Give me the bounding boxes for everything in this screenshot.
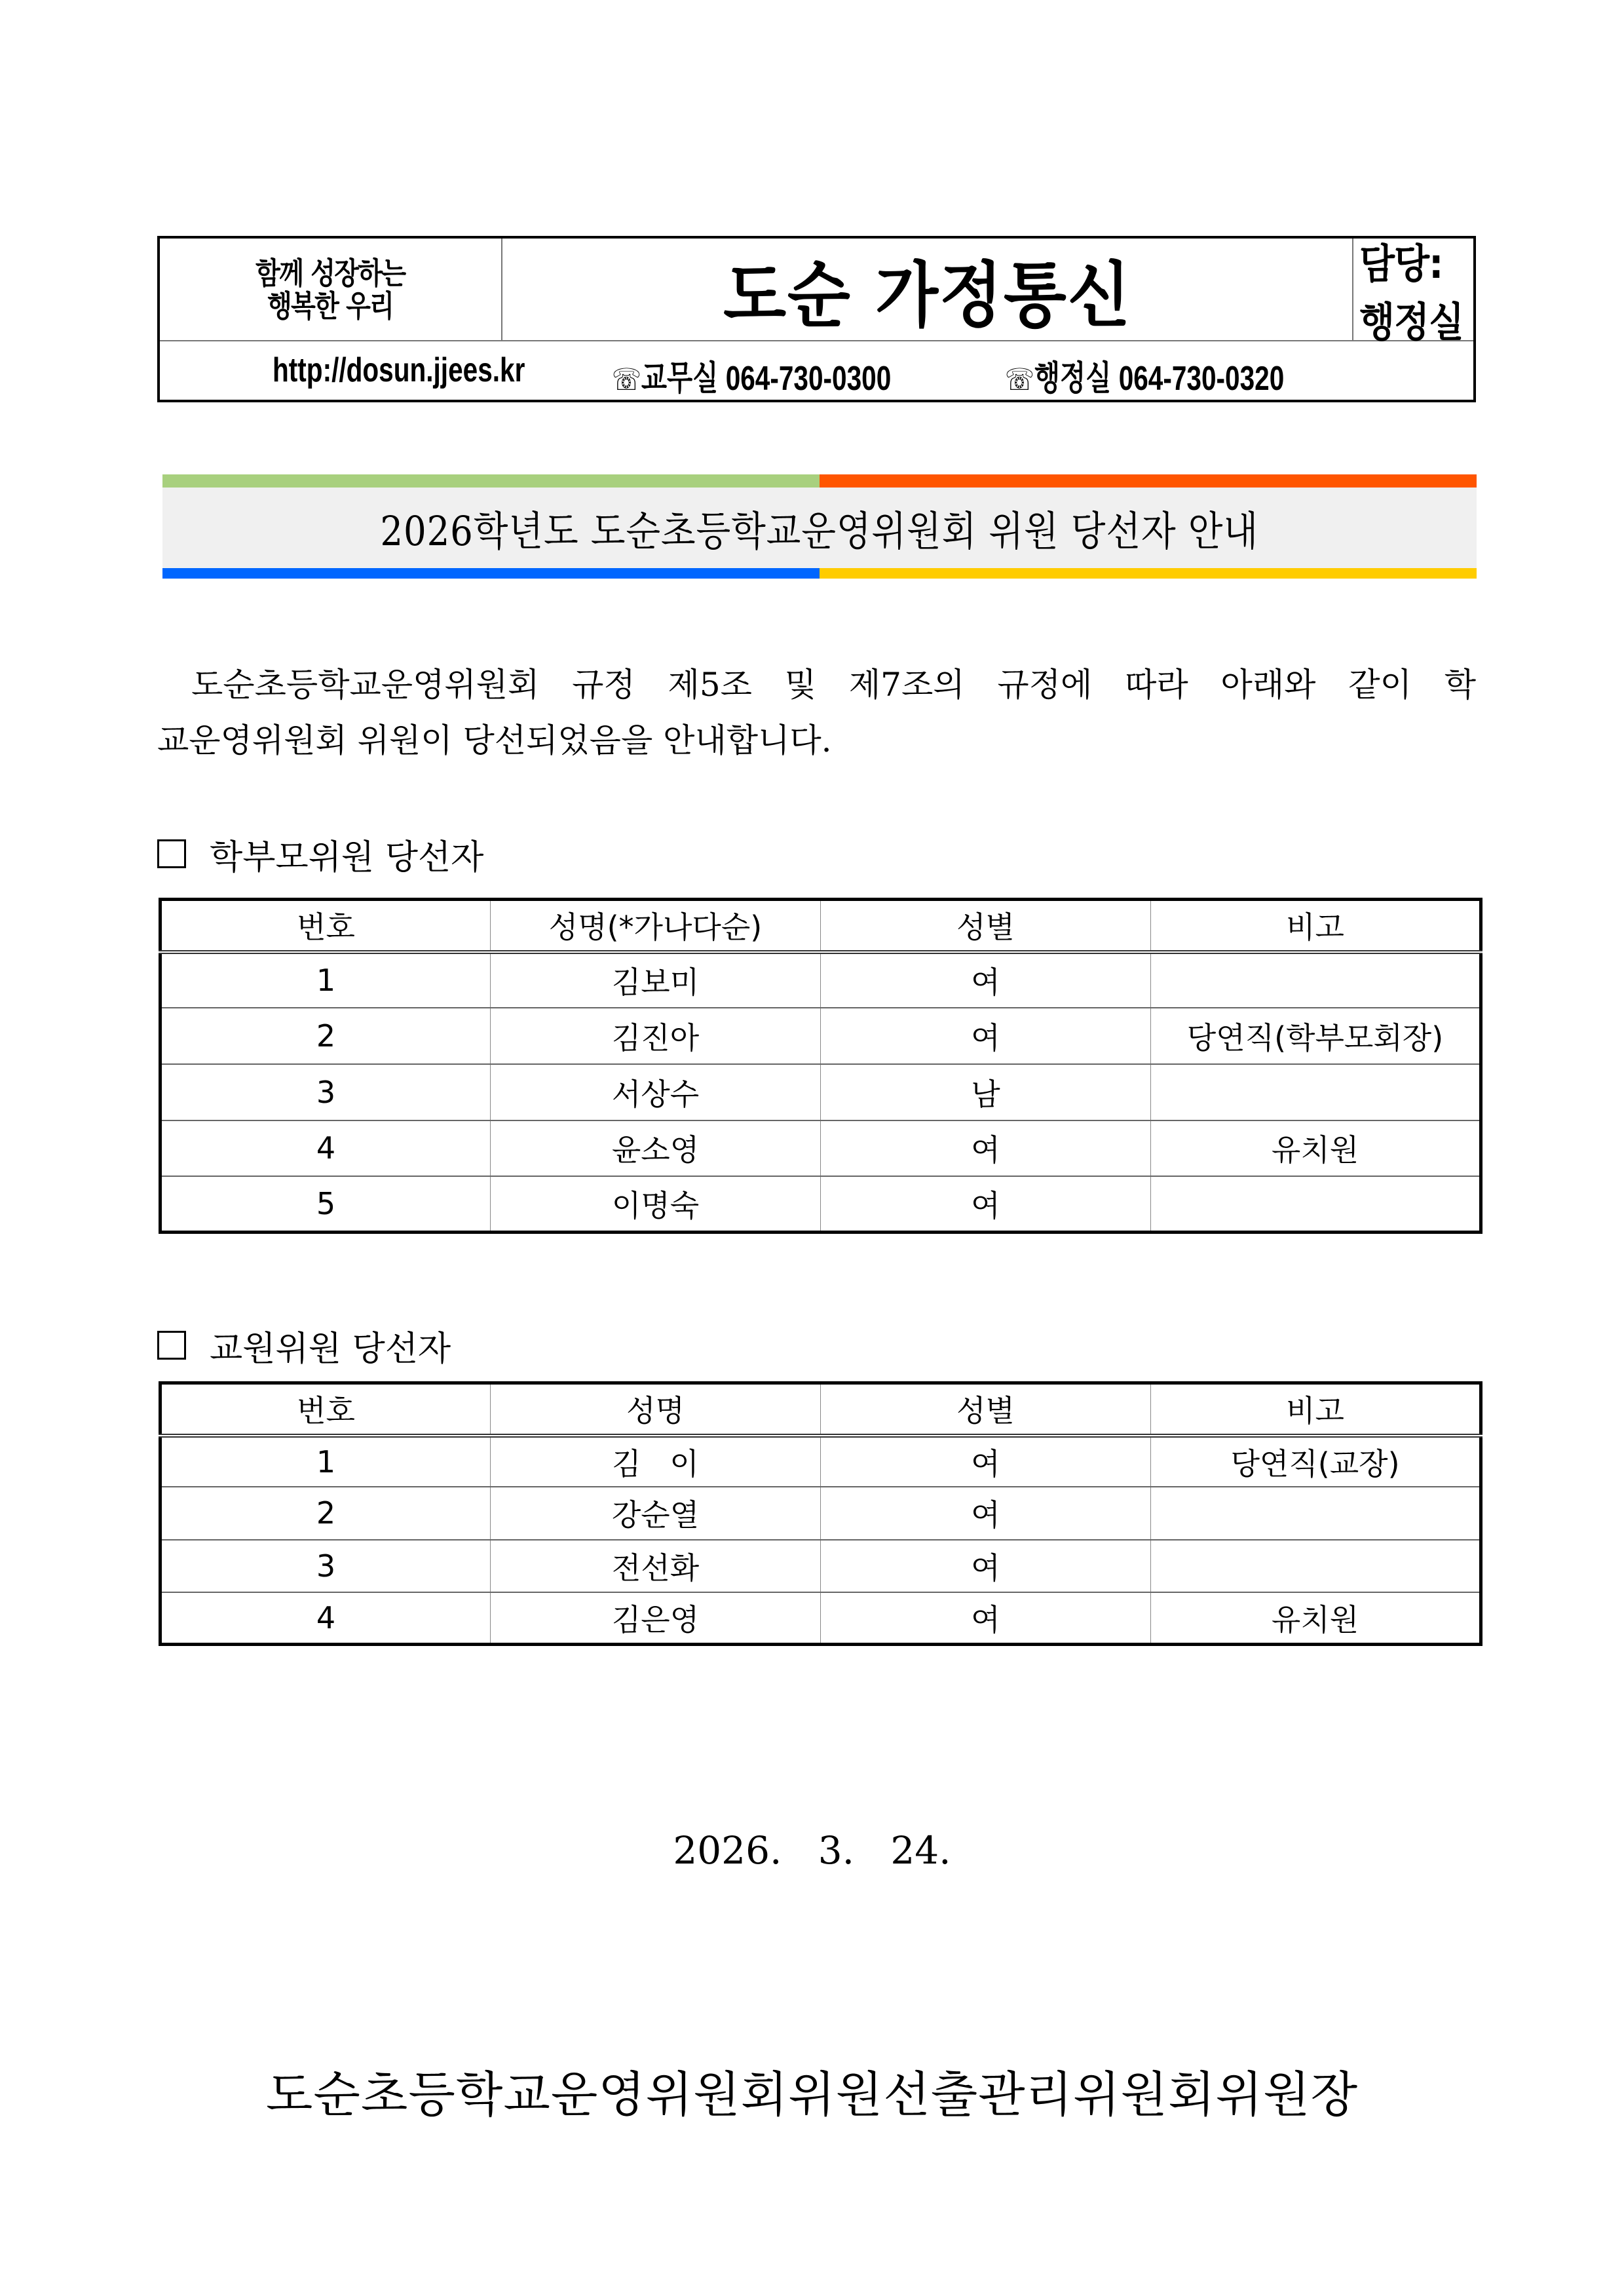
checkbox-square-icon [157, 1331, 186, 1360]
cell-note [1151, 1540, 1481, 1592]
newsletter-title: 도순 가정통신 [723, 255, 1132, 337]
cell-name: 김 이 [491, 1436, 821, 1487]
banner-bar-blue [162, 568, 820, 579]
teachers-section-heading [157, 1324, 451, 1367]
contact-label: 행정실 [1034, 360, 1112, 398]
cell-gender: 여 [821, 1008, 1151, 1064]
cell-number: 5 [161, 1176, 491, 1233]
phone-icon: ☏ [1005, 362, 1034, 397]
notice-paragraph-line-1: 도순초등학교운영위원회 규정 제5조 및 제7조의 규정에 따라 아래와 같이 학 [191, 666, 1476, 704]
table-header-row [161, 900, 1481, 952]
cell-name: 서상수 [491, 1064, 821, 1120]
cell-note: 유치원 [1151, 1592, 1481, 1645]
cell-note [1151, 1487, 1481, 1540]
cell-note: 당연직(학부모회장) [1151, 1008, 1481, 1064]
table-row [161, 1487, 1481, 1540]
cell-note [1151, 1064, 1481, 1120]
cell-number: 3 [161, 1540, 491, 1592]
cell-number: 1 [161, 952, 491, 1008]
contact-teachers-office [612, 351, 891, 400]
table-row [161, 1176, 1481, 1233]
website-link[interactable]: http://dosun.jjees.kr [273, 351, 525, 389]
table-row [161, 1008, 1481, 1064]
cell-name: 김진아 [491, 1008, 821, 1064]
contact-row [160, 341, 1473, 400]
checkbox-square-icon [157, 839, 186, 868]
contact-label: 교무실 [641, 360, 719, 398]
table-row [161, 1120, 1481, 1176]
contact-number: 064-730-0320 [1118, 360, 1285, 398]
column-header: 비고 [1151, 900, 1481, 952]
cell-number: 2 [161, 1487, 491, 1540]
banner-bar-green [162, 474, 820, 488]
cell-number: 4 [161, 1120, 491, 1176]
column-header: 성별 [821, 1383, 1151, 1436]
column-header: 비고 [1151, 1383, 1481, 1436]
cell-note [1151, 952, 1481, 1008]
notice-paragraph-line-2: 교운영위원회 위원이 당선되었음을 안내합니다. [157, 721, 832, 759]
banner-bar-yellow [820, 568, 1477, 579]
section-title: 학부모위원 당선자 [210, 837, 484, 877]
issue-date: 2026. 3. 24. [673, 1828, 951, 1873]
table-row [161, 952, 1481, 1008]
cell-gender: 여 [821, 1487, 1151, 1540]
cell-note: 유치원 [1151, 1120, 1481, 1176]
slogan-line-1: 함께 성장하는 [255, 255, 406, 291]
phone-icon: ☏ [612, 362, 641, 397]
table-row [161, 1436, 1481, 1487]
table-header-row [161, 1383, 1481, 1436]
column-header: 성명 [491, 1383, 821, 1436]
signature-line: 도순초등학교운영위원회위원선출관리위원회위원장 [265, 2067, 1359, 2123]
cell-name: 이명숙 [491, 1176, 821, 1233]
title-banner [162, 474, 1477, 579]
contact-admin-office [1005, 351, 1284, 400]
section-title: 교원위원 당선자 [210, 1329, 451, 1369]
slogan [160, 239, 502, 340]
cell-name: 윤소영 [491, 1120, 821, 1176]
cell-number: 2 [161, 1008, 491, 1064]
cell-gender: 남 [821, 1064, 1151, 1120]
table-row [161, 1592, 1481, 1645]
table-row [161, 1540, 1481, 1592]
cell-gender: 여 [821, 1176, 1151, 1233]
cell-gender: 여 [821, 1540, 1151, 1592]
table-row [161, 1064, 1481, 1120]
newsletter-header [157, 236, 1476, 402]
cell-gender: 여 [821, 1120, 1151, 1176]
contact-number: 064-730-0300 [725, 360, 892, 398]
department-label: 담당:행정실 [1359, 239, 1464, 346]
column-header: 번호 [161, 900, 491, 952]
cell-number: 1 [161, 1436, 491, 1487]
cell-note [1151, 1176, 1481, 1233]
cell-number: 3 [161, 1064, 491, 1120]
cell-name: 김보미 [491, 952, 821, 1008]
column-header: 성별 [821, 900, 1151, 952]
cell-name: 전선화 [491, 1540, 821, 1592]
cell-number: 4 [161, 1592, 491, 1645]
column-header: 성명(*가나다순) [491, 900, 821, 952]
parents-section-heading [157, 832, 483, 875]
column-header: 번호 [161, 1383, 491, 1436]
banner-bar-orange [820, 474, 1477, 488]
cell-gender: 여 [821, 952, 1151, 1008]
cell-name: 강순열 [491, 1487, 821, 1540]
cell-name: 김은영 [491, 1592, 821, 1645]
cell-gender: 여 [821, 1592, 1151, 1645]
parents-table [159, 898, 1482, 1234]
page-title: 2026학년도 도순초등학교운영위원회 위원 당선자 안내 [380, 507, 1259, 555]
cell-gender: 여 [821, 1436, 1151, 1487]
slogan-line-2: 행복한 우리 [267, 288, 394, 324]
teachers-table [159, 1381, 1482, 1646]
cell-note: 당연직(교장) [1151, 1436, 1481, 1487]
